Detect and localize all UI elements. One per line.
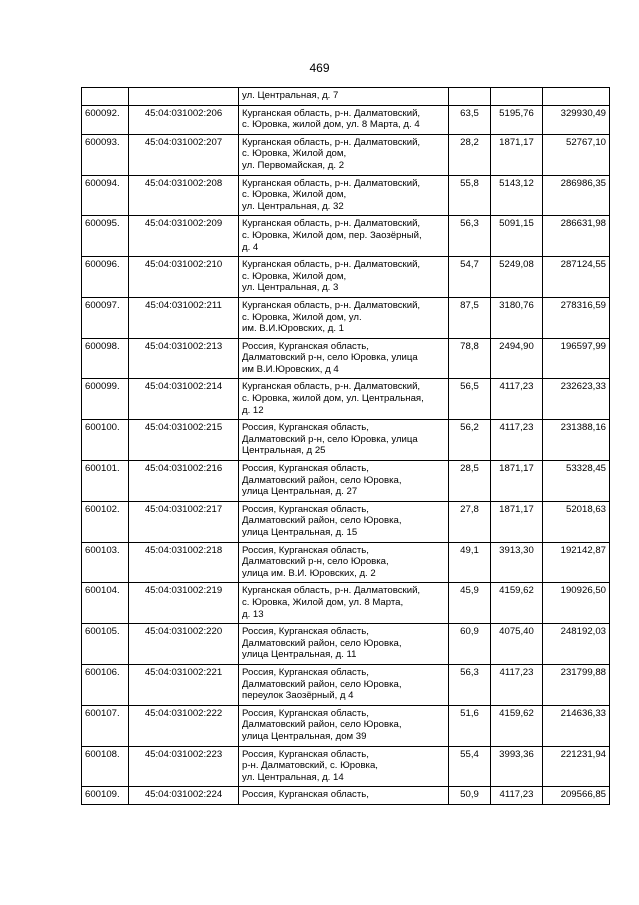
address-cell [239, 134, 449, 175]
area-value: 54,7 [449, 257, 491, 298]
row-number: 600109. [82, 787, 129, 805]
cadastral-number: 45:04:031002:207 [129, 134, 239, 175]
table-row [82, 746, 610, 787]
address-line: с. Юровка, жилой дом, ул. Центральная, [242, 393, 424, 405]
address-cell [239, 705, 449, 746]
area-value: 51,6 [449, 705, 491, 746]
area-value: 55,8 [449, 175, 491, 216]
row-number: 600095. [82, 216, 129, 257]
cadastral-number: 45:04:031002:222 [129, 705, 239, 746]
address-line: с. Юровка, Жилой дом, [242, 189, 347, 201]
row-number: 600103. [82, 542, 129, 583]
table-row [82, 664, 610, 705]
rate-value: 5249,08 [491, 257, 543, 298]
registry-table-body [82, 88, 610, 805]
row-number: 600104. [82, 583, 129, 624]
address-line: ул. Центральная, д. 3 [242, 282, 339, 294]
area-value: 49,1 [449, 542, 491, 583]
cadastral-number: 45:04:031002:208 [129, 175, 239, 216]
cost-value: 196597,99 [543, 338, 610, 379]
row-number: 600101. [82, 461, 129, 502]
address-cell [239, 501, 449, 542]
address-cell [239, 257, 449, 298]
rate-value [491, 88, 543, 106]
table-row [82, 705, 610, 746]
table-row [82, 175, 610, 216]
address-cell [239, 175, 449, 216]
table-row [82, 257, 610, 298]
cadastral-number [129, 88, 239, 106]
area-value: 56,2 [449, 420, 491, 461]
address-line: Россия, Курганская область, [242, 463, 369, 475]
row-number: 600092. [82, 105, 129, 134]
rate-value: 5195,76 [491, 105, 543, 134]
address-line: Далматовский р-н, село Юровка, [242, 556, 389, 568]
address-line: с. Юровка, Жилой дом, пер. Заозёрный, [242, 229, 422, 241]
cadastral-number: 45:04:031002:219 [129, 583, 239, 624]
rate-value: 4159,62 [491, 705, 543, 746]
table-row [82, 420, 610, 461]
address-line: ул. Центральная, д. 7 [242, 90, 339, 101]
area-value: 87,5 [449, 297, 491, 338]
page-number: 469 [309, 61, 330, 75]
address-line: Курганская область, р-н. Далматовский, [242, 136, 421, 148]
address-line: улица им. В.И. Юровских, д. 2 [242, 567, 376, 579]
address-line: ул. Центральная, д. 14 [242, 771, 344, 783]
table-row [82, 542, 610, 583]
rate-value: 1871,17 [491, 501, 543, 542]
address-line: с. Юровка, Жилой дом, ул. [242, 311, 362, 323]
address-line: Курганская область, р-н. Далматовский, [242, 218, 421, 230]
cost-value: 231799,88 [543, 664, 610, 705]
address-line: Далматовский р-н, село Юровка, улица [242, 352, 418, 364]
registry-table [81, 87, 610, 805]
address-line: Россия, Курганская область, [242, 544, 369, 556]
cost-value: 221231,94 [543, 746, 610, 787]
address-line: Россия, Курганская область, [242, 748, 369, 760]
cadastral-number: 45:04:031002:220 [129, 624, 239, 665]
address-cell [239, 624, 449, 665]
row-number: 600097. [82, 297, 129, 338]
row-number: 600105. [82, 624, 129, 665]
row-number: 600098. [82, 338, 129, 379]
cadastral-number: 45:04:031002:215 [129, 420, 239, 461]
table-row [82, 624, 610, 665]
rate-value: 4117,23 [491, 420, 543, 461]
table-row [82, 501, 610, 542]
rate-value: 4117,23 [491, 664, 543, 705]
address-line: Центральная, д 25 [242, 445, 326, 457]
cost-value: 286631,98 [543, 216, 610, 257]
cost-value: 278316,59 [543, 297, 610, 338]
address-cell [239, 787, 449, 805]
area-value: 55,4 [449, 746, 491, 787]
address-cell [239, 583, 449, 624]
address-line: улица Центральная, д. 27 [242, 486, 358, 498]
table-row [82, 787, 610, 805]
rate-value: 3993,36 [491, 746, 543, 787]
address-line: Далматовский район, село Юровка, [242, 515, 402, 527]
address-cell [239, 338, 449, 379]
row-number: 600093. [82, 134, 129, 175]
cost-value: 248192,03 [543, 624, 610, 665]
row-number: 600102. [82, 501, 129, 542]
area-value: 63,5 [449, 105, 491, 134]
area-value: 56,5 [449, 379, 491, 420]
area-value: 56,3 [449, 664, 491, 705]
address-line: Курганская область, р-н. Далматовский, [242, 177, 421, 189]
cost-value: 190926,50 [543, 583, 610, 624]
address-line: Далматовский р-н, село Юровка, улица [242, 433, 418, 445]
address-line: им В.И.Юровских, д 4 [242, 363, 339, 375]
cadastral-number: 45:04:031002:224 [129, 787, 239, 805]
address-line: им. В.И.Юровских, д. 1 [242, 323, 345, 335]
cadastral-number: 45:04:031002:211 [129, 297, 239, 338]
address-line: Россия, Курганская область, [242, 503, 369, 515]
address-line: улица Центральная, дом 39 [242, 730, 367, 742]
row-number: 600099. [82, 379, 129, 420]
address-cell [239, 105, 449, 134]
row-number [82, 88, 129, 106]
row-number: 600094. [82, 175, 129, 216]
address-cell [239, 379, 449, 420]
area-value: 45,9 [449, 583, 491, 624]
area-value [449, 88, 491, 106]
cost-value: 214636,33 [543, 705, 610, 746]
cost-value: 192142,87 [543, 542, 610, 583]
address-line: Россия, Курганская область, [242, 789, 369, 801]
cadastral-number: 45:04:031002:217 [129, 501, 239, 542]
rate-value: 4117,23 [491, 379, 543, 420]
address-line: улица Центральная, д. 15 [242, 527, 358, 538]
address-line: Далматовский район, село Юровка, [242, 637, 402, 649]
area-value: 50,9 [449, 787, 491, 805]
address-line: Курганская область, р-н. Далматовский, [242, 585, 421, 597]
row-number: 600108. [82, 746, 129, 787]
address-line: Курганская область, р-н. Далматовский, [242, 259, 421, 271]
address-line: Курганская область, р-н. Далматовский, [242, 381, 421, 393]
row-number: 600106. [82, 664, 129, 705]
rate-value: 3180,76 [491, 297, 543, 338]
address-line: Далматовский район, село Юровка, [242, 474, 402, 486]
rate-value: 1871,17 [491, 461, 543, 502]
address-line: р-н. Далматовский, с. Юровка, [242, 760, 378, 772]
rate-value: 4159,62 [491, 583, 543, 624]
address-line: Россия, Курганская область, [242, 666, 369, 678]
table-row-continuation [82, 88, 610, 106]
area-value: 28,5 [449, 461, 491, 502]
address-line: Курганская область, р-н. Далматовский, [242, 107, 421, 119]
cadastral-number: 45:04:031002:218 [129, 542, 239, 583]
table-row [82, 297, 610, 338]
row-number: 600096. [82, 257, 129, 298]
cost-value: 329930,49 [543, 105, 610, 134]
cost-value: 209566,85 [543, 787, 610, 805]
rate-value: 5143,12 [491, 175, 543, 216]
cost-value: 52767,10 [543, 134, 610, 175]
cadastral-number: 45:04:031002:223 [129, 746, 239, 787]
address-line: Россия, Курганская область, [242, 626, 369, 638]
address-cell [239, 88, 449, 106]
rate-value: 4075,40 [491, 624, 543, 665]
cadastral-number: 45:04:031002:216 [129, 461, 239, 502]
area-value: 27,8 [449, 501, 491, 542]
rate-value: 2494,90 [491, 338, 543, 379]
table-row [82, 134, 610, 175]
address-line: Россия, Курганская область, [242, 340, 369, 352]
cadastral-number: 45:04:031002:221 [129, 664, 239, 705]
rate-value: 1871,17 [491, 134, 543, 175]
address-line: ул. Первомайская, д. 2 [242, 159, 345, 171]
address-line: ул. Центральная, д. 32 [242, 200, 344, 212]
address-line: переулок Заозёрный, д 4 [242, 690, 354, 702]
address-line: д. 4 [242, 241, 259, 253]
cost-value: 232623,33 [543, 379, 610, 420]
address-cell [239, 297, 449, 338]
cost-value: 52018,63 [543, 501, 610, 542]
table-row [82, 583, 610, 624]
table-row [82, 105, 610, 134]
address-cell [239, 461, 449, 502]
cadastral-number: 45:04:031002:206 [129, 105, 239, 134]
area-value: 56,3 [449, 216, 491, 257]
area-value: 78,8 [449, 338, 491, 379]
address-line: Россия, Курганская область, [242, 422, 369, 434]
table-row [82, 461, 610, 502]
row-number: 600100. [82, 420, 129, 461]
cadastral-number: 45:04:031002:210 [129, 257, 239, 298]
address-line: Далматовский район, село Юровка, [242, 678, 402, 690]
address-line: Курганская область, р-н. Далматовский, [242, 299, 421, 311]
table-row [82, 338, 610, 379]
address-cell [239, 542, 449, 583]
address-line: с. Юровка, Жилой дом, [242, 270, 347, 282]
address-line: улица Центральная, д. 11 [242, 649, 357, 661]
address-cell [239, 420, 449, 461]
cost-value: 53328,45 [543, 461, 610, 502]
cost-value: 231388,16 [543, 420, 610, 461]
table-row [82, 379, 610, 420]
cost-value: 287124,55 [543, 257, 610, 298]
address-line: д. 13 [242, 608, 264, 620]
table-row [82, 216, 610, 257]
cost-value [543, 88, 610, 106]
rate-value: 5091,15 [491, 216, 543, 257]
rate-value: 4117,23 [491, 787, 543, 805]
address-cell [239, 746, 449, 787]
address-line: с. Юровка, Жилой дом, [242, 148, 347, 160]
cost-value: 286986,35 [543, 175, 610, 216]
address-line: д. 12 [242, 404, 264, 416]
address-line: с. Юровка, Жилой дом, ул. 8 Марта, [242, 596, 404, 608]
area-value: 60,9 [449, 624, 491, 665]
rate-value: 3913,30 [491, 542, 543, 583]
address-cell [239, 216, 449, 257]
cadastral-number: 45:04:031002:209 [129, 216, 239, 257]
address-line: Далматовский район, село Юровка, [242, 719, 402, 731]
row-number: 600107. [82, 705, 129, 746]
address-line: Россия, Курганская область, [242, 707, 369, 719]
cadastral-number: 45:04:031002:213 [129, 338, 239, 379]
cadastral-number: 45:04:031002:214 [129, 379, 239, 420]
address-line: с. Юровка, жилой дом, ул. 8 Марта, д. 4 [242, 119, 420, 131]
address-cell [239, 664, 449, 705]
area-value: 28,2 [449, 134, 491, 175]
